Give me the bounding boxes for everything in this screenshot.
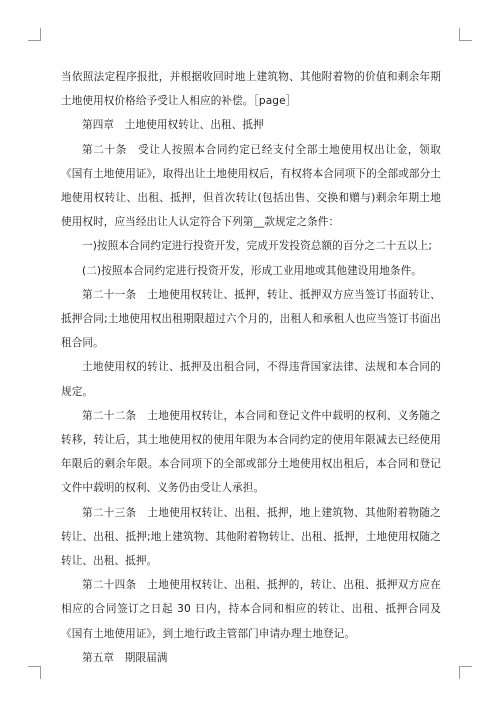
chapter-5-heading: 第五章 期限届满 [82,651,168,664]
article-22: 第二十二条 土地使用权转让，本合同和登记文件中载明的权利、义务随之转移，转让后，其土地使用权的使用年限为本合同约定的使用年限减去已经使用年限后的剩余年限。本合同项下的全部或部分土地使用权出租后，本合同和登记文件中载明的权利、义务仍由受让人承担。 [61,409,441,495]
paragraph-compensation: 当依照法定程序报批，并根据收回时地上建筑物、其他附着物的价值和剩余年期土地使用权价格给予受让人相应的补偿。［page］ [61,71,441,108]
article-20-item-2: (二)按照本合同约定进行投资开发，形成工业用地或其他建设用地条件。 [82,264,422,277]
crop-mark-top-right [459,28,472,41]
article-23: 第二十三条 土地使用权转让、出租、抵押，地上建筑物、其他附着物随之转让、出租、抵押;地上建筑物、其他附着物转让、出租、抵押，土地使用权随之转让、出租、抵押。 [61,506,441,568]
chapter-4-heading: 第四章 土地使用权转让、出租、抵押 [82,119,264,132]
article-24: 第二十四条 土地使用权转让、出租、抵押的，转让、出租、抵押双方应在相应的合同签订之日起 30 日内，持本合同和相应的转让、出租、抵押合同及《国有土地使用证》，到土地行政主管部门申请办理土地登记。 [61,579,441,640]
article-21-clause: 土地使用权的转让、抵押及出租合同，不得违背国家法律、法规和本合同的规定。 [61,361,441,398]
document-body [61,65,441,670]
crop-mark-bottom-right [459,666,472,679]
article-20: 第二十条 受让人按照本合同约定已经支付全部土地使用权出让金，领取《国有土地使用证》，取得出让土地使用权后，有权将本合同项下的全部或部分土地使用权转让、出租、抵押，但首次转让(包括出售、交换和赠与)剩余年期土地使用权时，应当经出让人认定符合下列第__款规定之条件： [61,143,441,229]
crop-mark-top-left [28,28,41,41]
article-20-item-1: 一)按照本合同约定进行投资开发，完成开发投资总额的百分之二十五以上; [82,240,433,253]
crop-mark-bottom-left [28,666,41,679]
article-21: 第二十一条 土地使用权转让、抵押，转让、抵押双方应当签订书面转让、抵押合同;土地使用权出租期限超过六个月的，出租人和承租人也应当签订书面出租合同。 [61,288,441,350]
